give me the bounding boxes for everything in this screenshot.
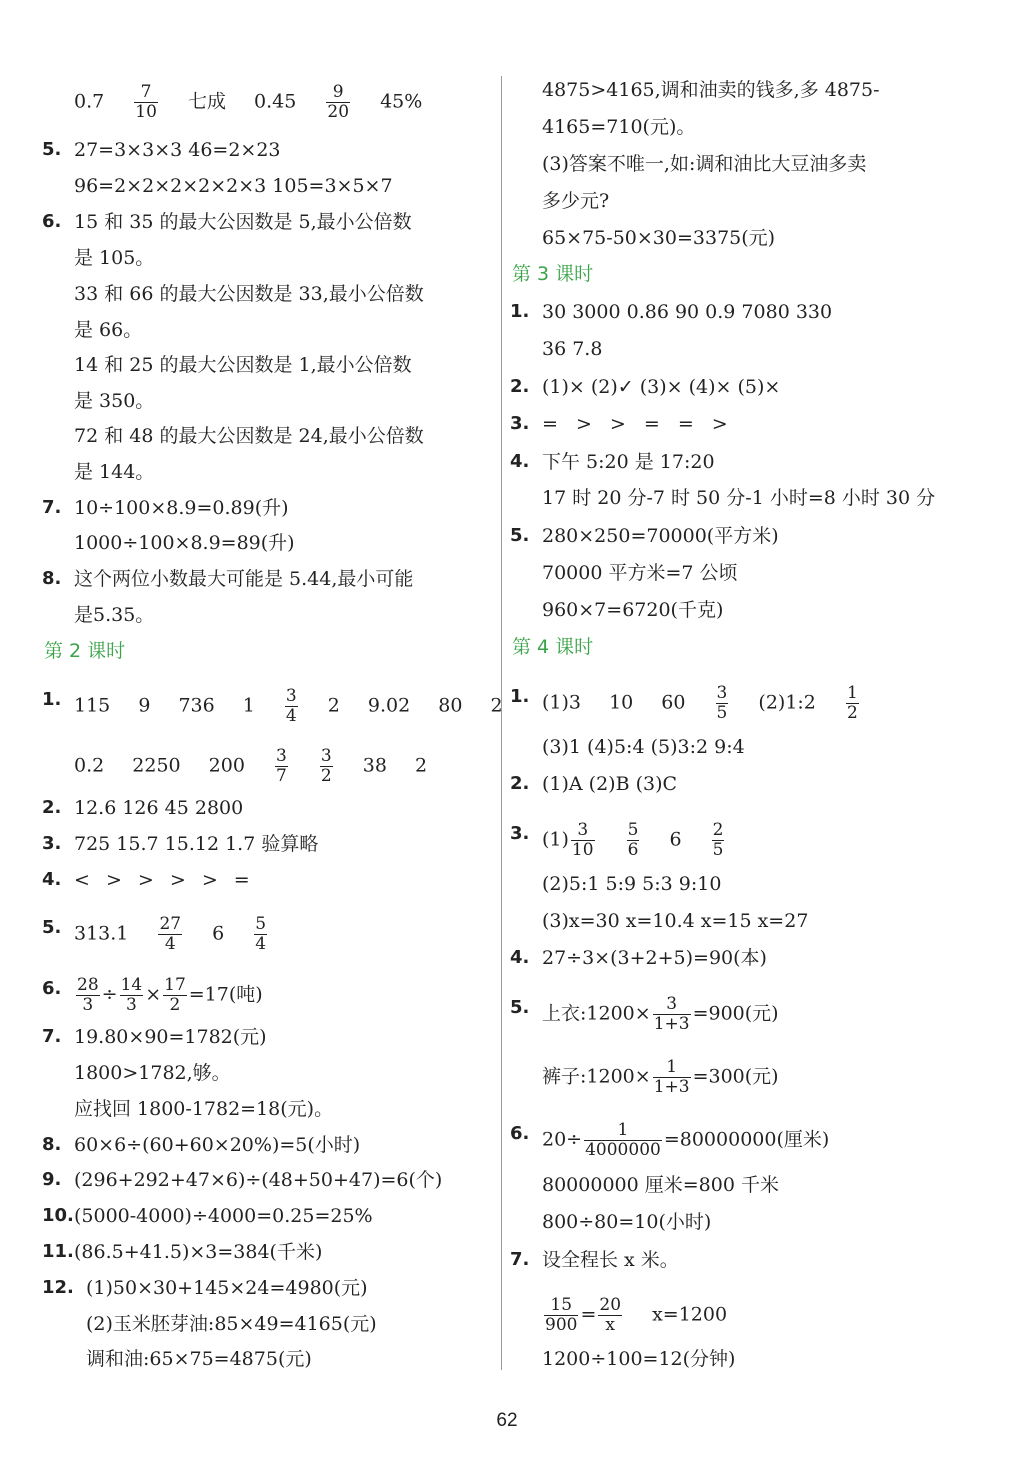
answer-line: 115 9 736 1 $\frac{3}{4}$ 2 9.02 80 2 (74, 686, 503, 726)
answer-line: (5000-4000)÷4000=0.25=25% (74, 1205, 373, 1227)
fraction: $\frac{5}{6}$ (627, 820, 639, 860)
answer-line: 27÷3×(3+2+5)=90(本) (542, 947, 767, 969)
question-number: 6. (510, 1123, 530, 1144)
fraction: $\frac{1}{1+3}$ (653, 1057, 690, 1097)
answer-line: (2)玉米胚芽油:85×49=4165(元) (86, 1313, 377, 1335)
fraction: $\frac{3}{10}$ (571, 820, 594, 860)
fraction: $\frac{5}{4}$ (255, 914, 267, 954)
answer-line: 是 350。 (74, 390, 155, 412)
question-number: 4. (42, 869, 62, 890)
question-number: 9. (42, 1169, 62, 1190)
question-number: 4. (510, 947, 530, 968)
question-number: 3. (42, 833, 62, 854)
answer-line: 这个两位小数最大可能是 5.44,最小可能 (74, 568, 414, 590)
answer-line: 800÷80=10(小时) (542, 1211, 712, 1233)
fraction: $\frac{3}{5}$ (716, 683, 728, 723)
fraction: $\frac{1}{2}$ (846, 683, 858, 723)
answer-line: (1)50×30+145×24=4980(元) (86, 1277, 368, 1299)
question-number: 2. (510, 376, 530, 397)
fraction: $\frac{14}{3}$ (120, 975, 143, 1015)
question-number: 3. (510, 413, 530, 434)
answer-line: 72 和 48 的最大公因数是 24,最小公倍数 (74, 425, 424, 447)
question-number: 6. (42, 211, 62, 232)
question-number: 2. (510, 773, 530, 794)
question-number: 5. (42, 139, 62, 160)
answer-line: 裤子:1200× $\frac{1}{1+3}$ =300(元) (542, 1057, 779, 1097)
answer-line: 是 144。 (74, 461, 155, 483)
answer-line: $\frac{15}{900}$ = $\frac{20}{x}$ x=1200 (545, 1295, 728, 1335)
answer-line: 下午 5:20 是 17:20 (542, 451, 715, 473)
answer-line: 14 和 25 的最大公因数是 1,最小公倍数 (74, 354, 412, 376)
fraction: $\frac{3}{7}$ (275, 746, 287, 786)
question-number: 5. (42, 917, 62, 938)
fraction: $\frac{1}{4000000}$ (585, 1120, 661, 1160)
answer-line: 280×250=70000(平方米) (542, 525, 779, 547)
section-heading: 第 2 课时 (44, 640, 126, 662)
question-number: 5. (510, 525, 530, 546)
question-number: 12. (42, 1277, 74, 1298)
answer-line: 65×75-50×30=3375(元) (542, 227, 776, 249)
answer-line: 调和油:65×75=4875(元) (86, 1348, 312, 1370)
answer-line: = > > = = > (542, 413, 728, 435)
answer-line: (3)答案不唯一,如:调和油比大豆油多卖 (542, 153, 867, 175)
answer-line: 是 66。 (74, 319, 143, 341)
question-number: 8. (42, 1134, 62, 1155)
question-number: 7. (510, 1249, 530, 1270)
answer-line: 1200÷100=12(分钟) (542, 1348, 736, 1370)
answer-line: 36 7.8 (542, 338, 603, 360)
fraction: $\frac{15}{900}$ (545, 1295, 578, 1335)
fraction: $\frac{27}{4}$ (159, 914, 182, 954)
answer-line: < > > > > = (74, 869, 250, 891)
question-number: 3. (510, 823, 530, 844)
answer-line: 725 15.7 15.12 1.7 验算略 (74, 833, 319, 855)
answer-line: 20÷ $\frac{1}{4000000}$ =80000000(厘米) (542, 1120, 830, 1160)
section-heading: 第 4 课时 (512, 636, 594, 658)
fraction: $\frac{7}{10}$ (135, 82, 157, 122)
fraction: $\frac{28}{3}$ (77, 975, 99, 1015)
answer-line: 1800>1782,够。 (74, 1062, 231, 1084)
fraction: $\frac{20}{x}$ (599, 1295, 622, 1335)
question-number: 11. (42, 1241, 74, 1262)
answer-line: 19.80×90=1782(元) (74, 1026, 267, 1048)
question-number: 10. (42, 1205, 74, 1226)
fraction: $\frac{3}{1+3}$ (653, 994, 690, 1034)
answer-line: 80000000 厘米=800 千米 (542, 1174, 779, 1196)
answer-line: 10÷100×8.9=0.89(升) (74, 497, 289, 519)
fraction: $\frac{17}{2}$ (164, 975, 186, 1015)
fraction: $\frac{3}{2}$ (320, 746, 332, 786)
answer-line: (86.5+41.5)×3=384(千米) (74, 1241, 323, 1263)
answer-line-fractions: 0.7 $\frac{7}{10}$ 七成 0.45 $\frac{9}{20}$ 45% (74, 82, 423, 122)
answer-line: 4875>4165,调和油卖的钱多,多 4875- (542, 79, 880, 101)
answer-line: (1)A (2)B (3)C (542, 773, 678, 795)
question-number: 4. (510, 451, 530, 472)
answer-line: (296+292+47×6)÷(48+50+47)=6(个) (74, 1169, 443, 1191)
question-number: 7. (42, 1026, 62, 1047)
answer-line: 960×7=6720(千克) (542, 599, 724, 621)
answer-line: 12.6 126 45 2800 (74, 797, 244, 819)
question-number: 8. (42, 568, 62, 589)
section-heading: 第 3 课时 (512, 263, 594, 285)
answer-line: 27=3×3×3 46=2×23 (74, 139, 281, 161)
answer-line: 应找回 1800-1782=18(元)。 (74, 1098, 334, 1120)
question-number: 1. (510, 686, 530, 707)
answer-line: 4165=710(元)。 (542, 116, 696, 138)
answer-line: 设全程长 x 米。 (542, 1249, 679, 1271)
answer-line: 33 和 66 的最大公因数是 33,最小公倍数 (74, 283, 424, 305)
answer-line: 96=2×2×2×2×2×3 105=3×5×7 (74, 175, 393, 197)
page-number: 62 (496, 1410, 518, 1431)
answer-line: (1) $\frac{3}{10}$ $\frac{5}{6}$ 6 $\frac{2}{5}$ (542, 820, 724, 860)
answer-line: 15 和 35 的最大公因数是 5,最小公倍数 (74, 211, 412, 233)
answer-line: 17 时 20 分-7 时 50 分-1 小时=8 小时 30 分 (542, 487, 936, 509)
answer-line: 是5.35。 (74, 604, 155, 626)
answer-line: (1)3 10 60 $\frac{3}{5}$ (2)1:2 $\frac{1}{2}$ (542, 683, 858, 723)
question-number: 1. (42, 689, 62, 710)
question-number: 7. (42, 497, 62, 518)
answer-line: 70000 平方米=7 公顷 (542, 562, 738, 584)
answer-line: 0.2 2250 200 $\frac{3}{7}$ $\frac{3}{2}$ 38 2 (74, 746, 428, 786)
fraction: $\frac{2}{5}$ (712, 820, 724, 860)
answer-line: 313.1 $\frac{27}{4}$ 6 $\frac{5}{4}$ (74, 914, 267, 954)
answer-line: $\frac{28}{3}$ ÷ $\frac{14}{3}$ × $\frac{17}{2}$ =17(吨) (77, 975, 263, 1015)
answer-line: (1)× (2)✓ (3)× (4)× (5)× (542, 376, 781, 398)
answer-line: 上衣:1200× $\frac{3}{1+3}$ =900(元) (542, 994, 779, 1034)
question-number: 5. (510, 997, 530, 1018)
question-number: 2. (42, 797, 62, 818)
question-number: 1. (510, 301, 530, 322)
answer-line: 60×6÷(60+60×20%)=5(小时) (74, 1134, 361, 1156)
fraction: $\frac{3}{4}$ (285, 686, 297, 726)
answer-line: 多少元? (542, 190, 610, 212)
answer-line: 是 105。 (74, 247, 155, 269)
fraction: $\frac{9}{20}$ (327, 82, 350, 122)
answer-line: 30 3000 0.86 90 0.9 7080 330 (542, 301, 833, 323)
answer-line: 1000÷100×8.9=89(升) (74, 532, 295, 554)
question-number: 6. (42, 978, 62, 999)
answer-line: (3)1 (4)5:4 (5)3:2 9:4 (542, 736, 745, 758)
answer-line: (2)5:1 5:9 5:3 9:10 (542, 873, 722, 895)
answer-line: (3)x=30 x=10.4 x=15 x=27 (542, 910, 809, 932)
